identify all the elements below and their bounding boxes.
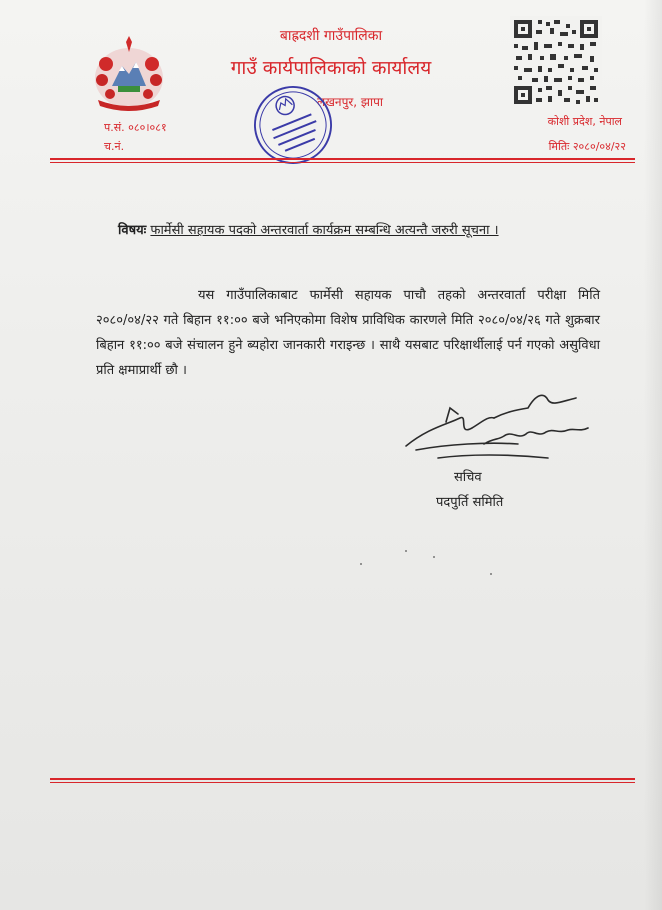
paper-speck <box>433 556 435 558</box>
municipality-name: बाह्रदशी गाउँपालिका <box>279 28 383 44</box>
subject-label: विषयः <box>118 223 147 238</box>
signatory-committee: पदपुर्ति समिति <box>436 495 504 510</box>
header-divider <box>50 158 635 160</box>
subject-line <box>118 220 499 238</box>
footer-divider <box>50 778 635 780</box>
paper-speck <box>490 573 492 575</box>
reference-number: प.सं. ०८०।०८१ <box>104 121 167 134</box>
page-edge-shadow <box>644 0 662 910</box>
paper-speck <box>405 550 407 552</box>
letter-date: मितिः २०८०/०४/२२ <box>548 140 626 153</box>
paper-speck <box>360 563 362 565</box>
signatory-title: सचिव <box>454 470 482 485</box>
subject-text: फार्मेसी सहायक पदको अन्तरवार्ता कार्यक्रम सम्बन्धि अत्यन्तै जरुरी सूचना । <box>150 223 499 238</box>
province-text: कोशी प्रदेश, नेपाल <box>547 115 622 128</box>
office-stamp <box>250 82 336 168</box>
footer-divider-thin <box>50 782 635 783</box>
chalan-number: च.नं. <box>104 140 125 153</box>
header-divider-thin <box>50 162 635 163</box>
office-name: गाउँ कार्यपालिकाको कार्यालय <box>230 57 432 79</box>
address-text: लखनपुर, झापा <box>316 95 384 109</box>
handwritten-signature <box>398 388 618 468</box>
notice-body: यस गाउँपालिकाबाट फार्मेसी सहायक पाचौ तहको अन्तरवार्ता परीक्षा मिति २०८०/०४/२२ गते बिहान ११:०० बजे भनिएकोमा विशेष प्राविधिक कारणले मिति २०८०/०४/२६ गते शुक्रबार बिहान ११:०० बजे संचालन हुने ब्यहोरा जानकारी गराइन्छ । साथै यसबाट परिक्षार्थीलाई पर्न गएको असुविधा प्रति क्षमाप्रार्थी छौ । <box>96 288 600 378</box>
qr-code-icon <box>510 16 602 108</box>
